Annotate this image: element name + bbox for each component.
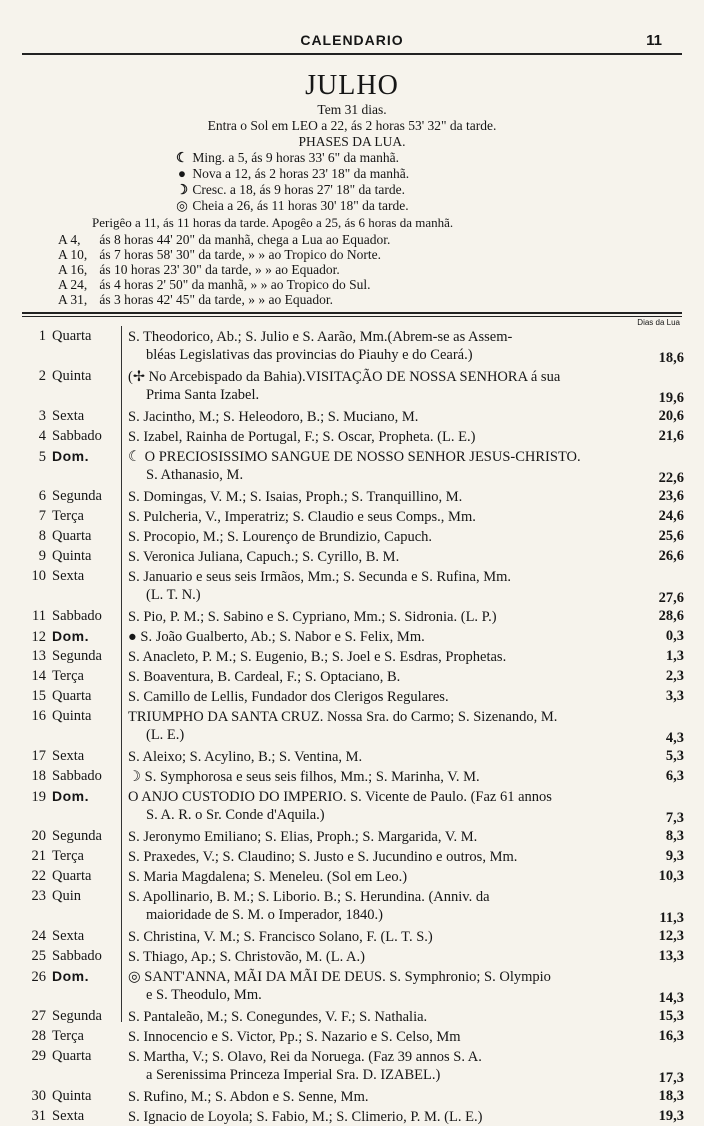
- day-cell: [22, 1048, 118, 1065]
- month-title: JULHO: [305, 70, 399, 101]
- saints-line: S. Jacintho, M.; S. Heleodoro, B.; S. Muciano, M.: [128, 409, 419, 425]
- day-cell: [22, 328, 118, 345]
- saints-line: a Serenissima Princeza Imperial Sra. D. IZABEL.): [146, 1067, 441, 1083]
- saints-entry: [128, 928, 638, 946]
- weekday-label: Dom.: [52, 788, 89, 804]
- day-cell: [22, 408, 118, 425]
- lunar-position-row: [58, 277, 371, 292]
- saints-entry: [128, 1008, 638, 1026]
- moon-phase-row: [175, 166, 409, 182]
- full-moon-icon: ◎: [176, 198, 188, 213]
- month-days: Tem 31 dias.: [317, 102, 387, 117]
- saints-line: S. Januario e seus seis Irmãos, Mm.; S. Secunda e S. Rufina, Mm.: [128, 569, 512, 585]
- saints-entry: [128, 788, 638, 824]
- day-number: 10: [31, 568, 46, 584]
- saints-entry: [128, 688, 638, 706]
- saints-entry: [128, 668, 638, 686]
- day-cell: [22, 448, 118, 466]
- page-number: 11: [646, 32, 662, 49]
- day-number: 26: [31, 969, 46, 985]
- moon-age: 19,3: [658, 1108, 684, 1124]
- lunar-text: ás 8 horas 44' 20" da manhã, chega a Lua ao Equador.: [99, 232, 391, 247]
- saints-entry: [128, 488, 638, 506]
- moon-age: 12,3: [658, 928, 684, 944]
- saints-entry: [128, 848, 638, 866]
- moon-age: 21,6: [658, 428, 684, 444]
- day-number: 22: [31, 868, 46, 884]
- day-number: 21: [31, 848, 46, 864]
- day-number: 8: [38, 528, 46, 544]
- phases-title: PHASES DA LUA.: [298, 134, 406, 149]
- running-title: CALENDARIO: [300, 32, 404, 48]
- day-number: 29: [31, 1048, 46, 1064]
- moon-age: 0,3: [665, 628, 684, 644]
- saints-line: S. Martha, V.; S. Olavo, Rei da Noruega. (Faz 39 annos S. A.: [128, 1049, 482, 1065]
- day-number: 13: [31, 648, 46, 664]
- saints-line: TRIUMPHO DA SANTA CRUZ. Nossa Sra. do Carmo; S. Sizenando, M.: [128, 709, 558, 725]
- weekday-label: Segunda: [52, 828, 102, 844]
- day-number: 30: [31, 1088, 46, 1104]
- saints-line: S. Thiago, Ap.; S. Christovão, M. (L. A.): [128, 949, 365, 965]
- table-top-rule-thin: [22, 316, 682, 317]
- day-cell: [22, 948, 118, 965]
- day-cell: [22, 1028, 118, 1045]
- saints-line: ● S. João Gualberto, Ab.; S. Nabor e S. Felix, Mm.: [128, 629, 425, 645]
- lunar-date: A 16,: [58, 262, 88, 277]
- day-number: 18: [31, 768, 46, 784]
- moon-age: 26,6: [658, 548, 684, 564]
- weekday-label: Dom.: [52, 448, 89, 464]
- moon-age: 17,3: [658, 1070, 684, 1086]
- saints-entry: [128, 888, 638, 924]
- day-number: 11: [32, 608, 46, 624]
- phase-text: Cheia a 26, ás 11 horas 30' 18" da tarde.: [192, 198, 409, 213]
- day-cell: [22, 788, 118, 806]
- saints-line: S. Camillo de Lellis, Fundador dos Clerigos Regulares.: [128, 689, 449, 705]
- moon-age: 16,3: [658, 1028, 684, 1044]
- phase-text: Ming. a 5, ás 9 horas 33' 6" da manhã.: [192, 150, 400, 165]
- saints-line: S. Pio, P. M.; S. Sabino e S. Cypriano, Mm.; S. Sidronia. (L. P.): [128, 609, 497, 625]
- day-cell: [22, 968, 118, 986]
- saints-line: S. Domingas, V. M.; S. Isaias, Proph.; S. Tranquillino, M.: [128, 489, 463, 505]
- lunar-position-row: [58, 292, 333, 307]
- saints-line: S. Pulcheria, V., Imperatriz; S. Claudio e seus Comps., Mm.: [128, 509, 476, 525]
- saints-line: S. Apollinario, B. M.; S. Liborio. B.; S. Herundina. (Anniv. da: [128, 889, 490, 905]
- saints-line: S. Pantaleão, M.; S. Conegundes, V. F.; S. Nathalia.: [128, 1009, 428, 1025]
- moon-age: 3,3: [665, 688, 684, 704]
- saints-entry: [128, 368, 638, 404]
- day-cell: [22, 708, 118, 725]
- moon-age: 13,3: [658, 948, 684, 964]
- saints-entry: [128, 628, 638, 646]
- saints-entry: [128, 968, 638, 1004]
- day-number: 5: [38, 449, 46, 465]
- moon-age: 2,3: [665, 668, 684, 684]
- moon-phase-row: [175, 150, 399, 166]
- day-number: 1: [38, 328, 46, 344]
- day-cell: [22, 608, 118, 625]
- saints-entry: [128, 1108, 638, 1126]
- moon-age: 14,3: [658, 990, 684, 1006]
- weekday-label: Quinta: [52, 1088, 92, 1104]
- weekday-label: Quarta: [52, 1048, 92, 1064]
- day-cell: [22, 668, 118, 685]
- moon-age: 7,3: [665, 810, 684, 826]
- weekday-label: Terça: [52, 1028, 84, 1044]
- lunar-text: ás 4 horas 2' 50" da manhã, » » ao Tropico do Sul.: [99, 277, 371, 292]
- day-cell: [22, 1008, 118, 1025]
- day-number: 20: [31, 828, 46, 844]
- weekday-label: Sexta: [52, 748, 85, 764]
- saints-entry: [128, 708, 638, 744]
- saints-line: ☾ O PRECIOSISSIMO SANGUE DE NOSSO SENHOR JESUS-CHRISTO.: [128, 449, 581, 465]
- weekday-label: Sabbado: [52, 428, 102, 444]
- saints-line: S. Boaventura, B. Cardeal, F.; S. Optaciano, B.: [128, 669, 401, 685]
- day-number: 14: [31, 668, 46, 684]
- moon-age: 24,6: [658, 508, 684, 524]
- day-cell: [22, 768, 118, 785]
- saints-entry: [128, 428, 638, 446]
- saints-line: S. Aleixo; S. Acylino, B.; S. Ventina, M.: [128, 749, 363, 765]
- lunar-text: ás 3 horas 42' 45" da tarde, » » ao Equador.: [99, 292, 334, 307]
- weekday-label: Quinta: [52, 548, 92, 564]
- moon-age: 6,3: [665, 768, 684, 784]
- day-cell: [22, 928, 118, 945]
- saints-line: S. Maria Magdalena; S. Meneleu. (Sol em Leo.): [128, 869, 408, 885]
- day-number: 19: [31, 789, 46, 805]
- weekday-label: Sexta: [52, 568, 85, 584]
- saints-line: ◎ SANT'ANNA, MÃI DA MÃI DE DEUS. S. Symphronio; S. Olympio: [128, 969, 551, 985]
- day-number: 9: [38, 548, 46, 564]
- moon-age: 10,3: [658, 868, 684, 884]
- saints-entry: [128, 1088, 638, 1106]
- saints-line: maioridade de S. M. o Imperador, 1840.): [146, 907, 383, 923]
- saints-line: (✢ No Arcebispado da Bahia).VISITAÇÃO DE NOSSA SENHORA á sua: [128, 369, 561, 385]
- saints-entry: [128, 328, 638, 364]
- moon-age-header: Dias da Lua: [637, 318, 680, 327]
- weekday-label: Sabbado: [52, 608, 102, 624]
- saints-line: S. Anacleto, P. M.; S. Eugenio, B.; S. Joel e S. Esdras, Prophetas.: [128, 649, 507, 665]
- day-cell: [22, 828, 118, 845]
- day-cell: [22, 1088, 118, 1105]
- moon-age: 20,6: [658, 408, 684, 424]
- saints-line: (L. E.): [146, 727, 185, 743]
- moon-age: 11,3: [659, 910, 684, 926]
- weekday-label: Sexta: [52, 408, 85, 424]
- saints-line: e S. Theodulo, Mm.: [146, 987, 262, 1003]
- day-number: 25: [31, 948, 46, 964]
- saints-entry: [128, 768, 638, 786]
- day-cell: [22, 748, 118, 765]
- saints-entry: [128, 548, 638, 566]
- saints-line: bléas Legislativas das provincias do Piauhy e do Ceará.): [146, 347, 473, 363]
- weekday-label: Segunda: [52, 648, 102, 664]
- day-number: 24: [31, 928, 46, 944]
- weekday-label: Quinta: [52, 708, 92, 724]
- weekday-label: Segunda: [52, 1008, 102, 1024]
- saints-line: (L. T. N.): [146, 587, 201, 603]
- weekday-label: Terça: [52, 508, 84, 524]
- day-cell: [22, 848, 118, 865]
- header-rule: [22, 53, 682, 55]
- day-cell: [22, 528, 118, 545]
- weekday-label: Sexta: [52, 928, 85, 944]
- saints-line: S. Ignacio de Loyola; S. Fabio, M.; S. Climerio, P. M. (L. E.): [128, 1109, 483, 1125]
- day-cell: [22, 428, 118, 445]
- saints-line: S. Theodorico, Ab.; S. Julio e S. Aarão, Mm.(Abrem-se as Assem-: [128, 329, 513, 345]
- saints-line: S. A. R. o Sr. Conde d'Aquila.): [146, 807, 325, 823]
- weekday-label: Quarta: [52, 868, 92, 884]
- day-number: 23: [31, 888, 46, 904]
- lunar-date: A 4,: [58, 232, 81, 247]
- saints-entry: [128, 1048, 638, 1084]
- moon-age: 4,3: [665, 730, 684, 746]
- moon-age: 25,6: [658, 528, 684, 544]
- saints-line: ☽ S. Symphorosa e seus seis filhos, Mm.; S. Marinha, V. M.: [128, 769, 480, 785]
- weekday-label: Terça: [52, 848, 84, 864]
- page-header: [20, 30, 684, 50]
- lunar-position-row: [58, 247, 381, 262]
- column-divider: [121, 326, 122, 1022]
- saints-line: S. Procopio, M.; S. Lourenço de Brundizio, Capuch.: [128, 529, 433, 545]
- weekday-label: Segunda: [52, 488, 102, 504]
- saints-line: S. Veronica Juliana, Capuch.; S. Cyrillo, B. M.: [128, 549, 400, 565]
- day-cell: [22, 508, 118, 525]
- moon-age: 18,6: [658, 350, 684, 366]
- weekday-label: Sabbado: [52, 768, 102, 784]
- day-cell: [22, 568, 118, 585]
- weekday-label: Dom.: [52, 968, 89, 984]
- weekday-label: Quinta: [52, 368, 92, 384]
- day-number: 4: [38, 428, 46, 444]
- day-cell: [22, 688, 118, 705]
- saints-line: S. Innocencio e S. Victor, Pp.; S. Nazario e S. Celso, Mm: [128, 1029, 461, 1045]
- day-number: 17: [31, 748, 46, 764]
- weekday-label: Dom.: [52, 628, 89, 644]
- moon-age: 15,3: [658, 1008, 684, 1024]
- moon-age: 18,3: [658, 1088, 684, 1104]
- saints-entry: [128, 528, 638, 546]
- last-quarter-icon: ☾: [175, 150, 189, 165]
- lunar-text: ás 10 horas 23' 30" da tarde, » » ao Equador.: [99, 262, 340, 277]
- moon-age: 1,3: [665, 648, 684, 664]
- weekday-label: Quarta: [52, 328, 92, 344]
- lunar-date: A 24,: [58, 277, 88, 292]
- saints-line: S. Praxedes, V.; S. Claudino; S. Justo e S. Jucundino e outros, Mm.: [128, 849, 518, 865]
- moon-age: 9,3: [665, 848, 684, 864]
- weekday-label: Sexta: [52, 1108, 85, 1124]
- moon-age: 22,6: [658, 470, 684, 486]
- lunar-position-row: [58, 232, 390, 247]
- moon-phase-row: [175, 198, 409, 214]
- day-number: 6: [38, 488, 46, 504]
- new-moon-icon: ●: [177, 166, 187, 181]
- day-number: 12: [31, 629, 46, 645]
- lunar-text: ás 7 horas 58' 30" da tarde, » » ao Tropico do Norte.: [99, 247, 382, 262]
- saints-line: Prima Santa Izabel.: [146, 387, 260, 403]
- weekday-label: Sabbado: [52, 948, 102, 964]
- moon-age: 19,6: [658, 390, 684, 406]
- saints-entry: [128, 448, 638, 484]
- day-number: 27: [31, 1008, 46, 1024]
- saints-line: S. Jeronymo Emiliano; S. Elias, Proph.; S. Margarida, V. M.: [128, 829, 478, 845]
- saints-entry: [128, 828, 638, 846]
- day-cell: [22, 648, 118, 665]
- day-cell: [22, 888, 118, 905]
- saints-line: O ANJO CUSTODIO DO IMPERIO. S. Vicente de Paulo. (Faz 61 annos: [128, 789, 552, 805]
- moon-age: 27,6: [658, 590, 684, 606]
- weekday-label: Quarta: [52, 528, 92, 544]
- saints-entry: [128, 1028, 638, 1046]
- day-number: 28: [31, 1028, 46, 1044]
- saints-line: S. Izabel, Rainha de Portugal, F.; S. Oscar, Propheta. (L. E.): [128, 429, 476, 445]
- first-quarter-icon: ☽: [175, 182, 189, 197]
- day-cell: [22, 548, 118, 565]
- weekday-label: Terça: [52, 668, 84, 684]
- moon-age: 23,6: [658, 488, 684, 504]
- saints-line: S. Christina, V. M.; S. Francisco Solano, F. (L. T. S.): [128, 929, 433, 945]
- day-number: 16: [31, 708, 46, 724]
- lunar-position-row: [58, 262, 340, 277]
- saints-entry: [128, 568, 638, 604]
- day-cell: [22, 488, 118, 505]
- lunar-date: A 10,: [58, 247, 88, 262]
- day-cell: [22, 628, 118, 646]
- day-number: 15: [31, 688, 46, 704]
- day-cell: [22, 868, 118, 885]
- saints-line: S. Athanasio, M.: [146, 467, 244, 483]
- saints-entry: [128, 608, 638, 626]
- saints-entry: [128, 408, 638, 426]
- phase-text: Nova a 12, ás 2 horas 23' 18" da manhã.: [192, 166, 410, 181]
- saints-line: S. Rufino, M.; S. Abdon e S. Senne, Mm.: [128, 1089, 369, 1105]
- day-cell: [22, 1108, 118, 1125]
- moon-age: 8,3: [665, 828, 684, 844]
- saints-entry: [128, 948, 638, 966]
- sun-entry: Entra o Sol em LEO a 22, ás 2 horas 53' 32" da tarde.: [207, 118, 497, 133]
- day-number: 7: [38, 508, 46, 524]
- day-number: 3: [38, 408, 46, 424]
- day-number: 2: [38, 368, 46, 384]
- day-cell: [22, 368, 118, 385]
- saints-entry: [128, 508, 638, 526]
- lunar-date: A 31,: [58, 292, 88, 307]
- moon-age: 28,6: [658, 608, 684, 624]
- perigee-apogee: Perigêo a 11, ás 11 horas da tarde. Apogêo a 25, ás 6 horas da manhã.: [92, 215, 454, 230]
- moon-phase-row: [175, 182, 405, 198]
- saints-entry: [128, 868, 638, 886]
- saints-entry: [128, 748, 638, 766]
- table-top-rule: [22, 312, 682, 314]
- moon-age: 5,3: [665, 748, 684, 764]
- weekday-label: Quin: [52, 888, 81, 904]
- day-number: 31: [31, 1108, 46, 1124]
- phase-text: Cresc. a 18, ás 9 horas 27' 18" da tarde.: [192, 182, 406, 197]
- weekday-label: Quarta: [52, 688, 92, 704]
- saints-entry: [128, 648, 638, 666]
